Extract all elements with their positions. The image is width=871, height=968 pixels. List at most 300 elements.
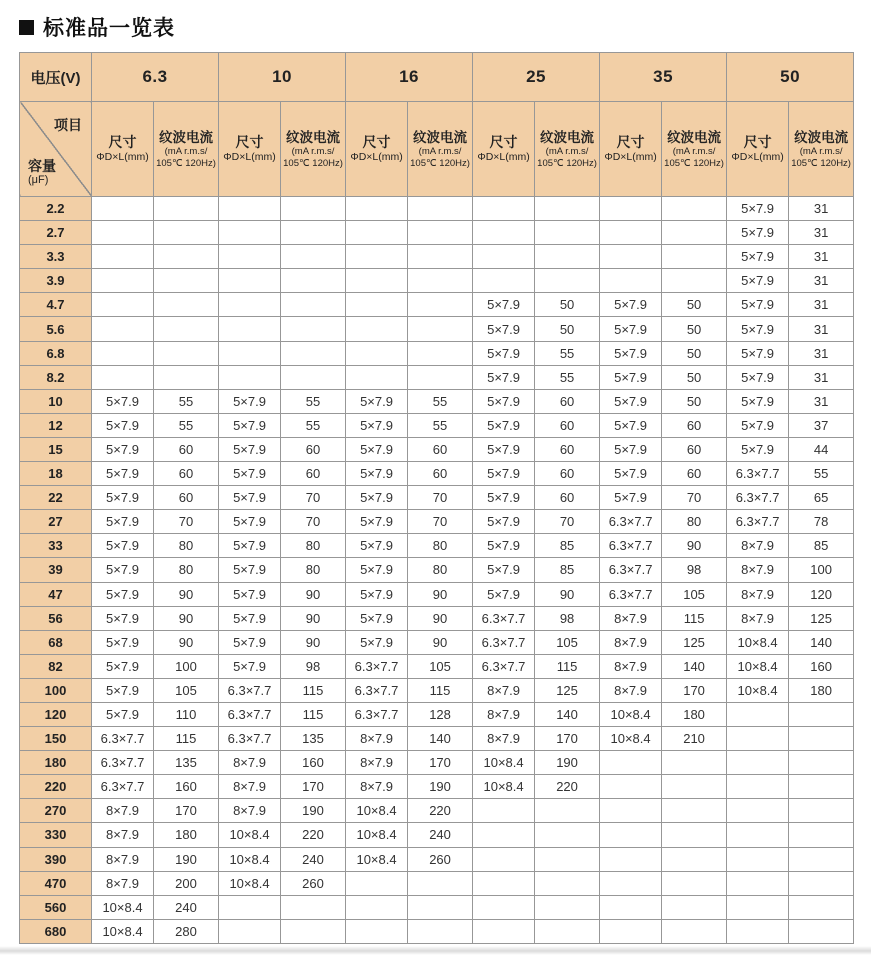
value-cell	[408, 197, 473, 221]
table-row	[20, 630, 854, 654]
value-cell: 5×7.9	[92, 437, 154, 461]
value-cell	[600, 751, 662, 775]
value-cell: 60	[408, 462, 473, 486]
value-cell: 140	[789, 630, 854, 654]
value-cell: 5×7.9	[92, 606, 154, 630]
value-cell	[92, 197, 154, 221]
value-cell: 31	[789, 245, 854, 269]
capacity-cell: 330	[20, 823, 92, 847]
value-cell: 60	[154, 486, 219, 510]
value-cell: 5×7.9	[473, 341, 535, 365]
value-cell	[662, 871, 727, 895]
capacity-cell: 390	[20, 847, 92, 871]
value-cell: 190	[535, 751, 600, 775]
value-cell	[346, 245, 408, 269]
value-cell: 55	[535, 365, 600, 389]
value-cell: 70	[662, 486, 727, 510]
value-cell: 6.3×7.7	[600, 510, 662, 534]
value-cell: 8×7.9	[600, 678, 662, 702]
value-cell: 31	[789, 365, 854, 389]
value-cell: 90	[154, 606, 219, 630]
value-cell: 5×7.9	[727, 389, 789, 413]
value-cell: 60	[535, 462, 600, 486]
value-cell: 5×7.9	[219, 582, 281, 606]
value-cell: 5×7.9	[473, 510, 535, 534]
value-cell	[535, 823, 600, 847]
capacity-cell: 12	[20, 413, 92, 437]
value-cell	[408, 341, 473, 365]
value-cell: 5×7.9	[92, 654, 154, 678]
value-cell: 5×7.9	[600, 462, 662, 486]
value-cell	[346, 293, 408, 317]
table-row	[20, 197, 854, 221]
value-cell: 6.3×7.7	[727, 510, 789, 534]
value-cell	[408, 871, 473, 895]
value-cell: 105	[408, 654, 473, 678]
value-cell	[789, 799, 854, 823]
value-cell: 6.3×7.7	[219, 678, 281, 702]
table-row	[20, 654, 854, 678]
value-cell: 125	[789, 606, 854, 630]
value-cell: 5×7.9	[346, 534, 408, 558]
value-cell: 170	[154, 799, 219, 823]
value-cell: 190	[281, 799, 346, 823]
corner-item-label: 项目	[54, 117, 82, 133]
value-cell: 115	[281, 678, 346, 702]
value-cell: 8×7.9	[600, 654, 662, 678]
capacity-cell: 180	[20, 751, 92, 775]
value-cell	[219, 245, 281, 269]
voltage-label-cell: 电压(V)	[20, 53, 92, 102]
table-row	[20, 751, 854, 775]
voltage-header-16: 16	[346, 53, 473, 102]
table-row	[20, 269, 854, 293]
value-cell	[281, 269, 346, 293]
value-cell: 8×7.9	[600, 630, 662, 654]
value-cell: 5×7.9	[727, 341, 789, 365]
value-cell: 5×7.9	[727, 413, 789, 437]
value-cell	[219, 895, 281, 919]
value-cell: 135	[281, 727, 346, 751]
value-cell: 5×7.9	[92, 702, 154, 726]
value-cell	[600, 895, 662, 919]
value-cell	[727, 823, 789, 847]
value-cell: 55	[789, 462, 854, 486]
value-cell: 5×7.9	[219, 437, 281, 461]
value-cell: 60	[154, 437, 219, 461]
value-cell: 70	[281, 486, 346, 510]
value-cell: 10×8.4	[600, 702, 662, 726]
value-cell: 5×7.9	[346, 582, 408, 606]
capacity-cell: 68	[20, 630, 92, 654]
value-cell: 10×8.4	[600, 727, 662, 751]
voltage-header-row	[20, 53, 854, 102]
value-cell: 6.3×7.7	[346, 678, 408, 702]
value-cell: 50	[662, 317, 727, 341]
value-cell: 60	[535, 389, 600, 413]
value-cell	[219, 919, 281, 943]
capacity-cell: 680	[20, 919, 92, 943]
value-cell	[281, 919, 346, 943]
value-cell: 180	[154, 823, 219, 847]
value-cell	[600, 197, 662, 221]
value-cell: 90	[154, 630, 219, 654]
value-cell	[346, 221, 408, 245]
standard-products-table	[19, 52, 854, 944]
value-cell: 60	[154, 462, 219, 486]
value-cell	[92, 365, 154, 389]
value-cell: 6.3×7.7	[600, 534, 662, 558]
value-cell: 8×7.9	[727, 558, 789, 582]
capacity-cell: 560	[20, 895, 92, 919]
value-cell: 160	[281, 751, 346, 775]
value-cell: 210	[662, 727, 727, 751]
value-cell: 6.3×7.7	[219, 702, 281, 726]
table-row	[20, 534, 854, 558]
value-cell: 5×7.9	[346, 462, 408, 486]
value-cell	[346, 317, 408, 341]
value-cell	[346, 269, 408, 293]
size-header-cell: 尺寸 ΦD×L(mm)	[727, 102, 789, 197]
value-cell	[281, 245, 346, 269]
table-row	[20, 799, 854, 823]
value-cell: 6.3×7.7	[600, 558, 662, 582]
value-cell: 90	[662, 534, 727, 558]
value-cell: 80	[408, 558, 473, 582]
value-cell	[281, 365, 346, 389]
value-cell: 5×7.9	[727, 365, 789, 389]
value-cell: 10×8.4	[473, 775, 535, 799]
value-cell: 55	[408, 389, 473, 413]
value-cell: 8×7.9	[219, 775, 281, 799]
value-cell: 90	[535, 582, 600, 606]
value-cell: 5×7.9	[727, 245, 789, 269]
ripple-header-cell: 纹波电流 (mA r.m.s/ 105℃ 120Hz)	[535, 102, 600, 197]
table-body	[20, 197, 854, 944]
value-cell: 8×7.9	[92, 847, 154, 871]
value-cell	[346, 197, 408, 221]
value-cell: 60	[662, 437, 727, 461]
value-cell: 190	[408, 775, 473, 799]
corner-cell	[20, 102, 92, 197]
value-cell: 240	[408, 823, 473, 847]
value-cell: 10×8.4	[346, 847, 408, 871]
value-cell	[92, 293, 154, 317]
capacity-cell: 47	[20, 582, 92, 606]
value-cell: 5×7.9	[600, 293, 662, 317]
value-cell: 8×7.9	[346, 727, 408, 751]
table-row	[20, 462, 854, 486]
value-cell: 170	[408, 751, 473, 775]
value-cell: 160	[154, 775, 219, 799]
table-header	[20, 53, 854, 197]
value-cell: 10×8.4	[219, 823, 281, 847]
capacity-cell: 120	[20, 702, 92, 726]
value-cell: 5×7.9	[600, 389, 662, 413]
value-cell: 85	[535, 558, 600, 582]
value-cell: 80	[281, 534, 346, 558]
size-header-cell: 尺寸 ΦD×L(mm)	[600, 102, 662, 197]
value-cell	[727, 847, 789, 871]
capacity-cell: 150	[20, 727, 92, 751]
voltage-header-10: 10	[219, 53, 346, 102]
value-cell: 5×7.9	[219, 462, 281, 486]
value-cell	[473, 823, 535, 847]
value-cell: 140	[535, 702, 600, 726]
capacity-cell: 56	[20, 606, 92, 630]
value-cell	[408, 269, 473, 293]
capacity-cell: 5.6	[20, 317, 92, 341]
value-cell: 6.3×7.7	[92, 727, 154, 751]
value-cell	[727, 799, 789, 823]
capacity-cell: 15	[20, 437, 92, 461]
capacity-cell: 3.9	[20, 269, 92, 293]
value-cell: 5×7.9	[346, 486, 408, 510]
value-cell	[789, 727, 854, 751]
value-cell	[600, 245, 662, 269]
value-cell: 200	[154, 871, 219, 895]
value-cell: 115	[662, 606, 727, 630]
table-row	[20, 293, 854, 317]
table-row	[20, 582, 854, 606]
value-cell: 180	[662, 702, 727, 726]
value-cell: 8×7.9	[473, 702, 535, 726]
value-cell: 90	[281, 606, 346, 630]
value-cell: 5×7.9	[727, 221, 789, 245]
value-cell	[662, 245, 727, 269]
value-cell	[789, 871, 854, 895]
value-cell: 5×7.9	[92, 582, 154, 606]
value-cell: 90	[408, 606, 473, 630]
size-header-cell: 尺寸 ΦD×L(mm)	[346, 102, 408, 197]
value-cell: 5×7.9	[92, 413, 154, 437]
value-cell: 60	[281, 437, 346, 461]
capacity-cell: 82	[20, 654, 92, 678]
value-cell: 5×7.9	[219, 534, 281, 558]
value-cell	[219, 293, 281, 317]
value-cell: 70	[408, 510, 473, 534]
capacity-cell: 2.7	[20, 221, 92, 245]
value-cell	[346, 365, 408, 389]
value-cell	[535, 197, 600, 221]
value-cell: 260	[281, 871, 346, 895]
value-cell	[408, 895, 473, 919]
value-cell: 100	[789, 558, 854, 582]
value-cell	[408, 919, 473, 943]
value-cell: 5×7.9	[473, 582, 535, 606]
value-cell: 80	[281, 558, 346, 582]
value-cell: 140	[662, 654, 727, 678]
value-cell: 50	[662, 341, 727, 365]
value-cell: 10×8.4	[219, 871, 281, 895]
capacity-cell: 470	[20, 871, 92, 895]
capacity-cell: 27	[20, 510, 92, 534]
value-cell: 10×8.4	[346, 823, 408, 847]
table-row	[20, 221, 854, 245]
value-cell	[346, 871, 408, 895]
ripple-header-cell: 纹波电流 (mA r.m.s/ 105℃ 120Hz)	[789, 102, 854, 197]
value-cell	[346, 895, 408, 919]
value-cell	[408, 317, 473, 341]
value-cell	[92, 245, 154, 269]
item-header-row	[20, 102, 854, 197]
value-cell	[154, 245, 219, 269]
value-cell	[662, 895, 727, 919]
value-cell: 55	[281, 389, 346, 413]
value-cell: 8×7.9	[346, 751, 408, 775]
value-cell: 90	[408, 630, 473, 654]
table-row	[20, 678, 854, 702]
value-cell: 31	[789, 197, 854, 221]
value-cell: 5×7.9	[473, 389, 535, 413]
table-row	[20, 510, 854, 534]
value-cell: 190	[154, 847, 219, 871]
value-cell	[662, 847, 727, 871]
value-cell: 5×7.9	[473, 293, 535, 317]
value-cell: 8×7.9	[727, 582, 789, 606]
capacity-cell: 4.7	[20, 293, 92, 317]
value-cell	[154, 221, 219, 245]
value-cell	[727, 919, 789, 943]
value-cell: 6.3×7.7	[346, 654, 408, 678]
value-cell: 8×7.9	[92, 799, 154, 823]
value-cell: 5×7.9	[473, 413, 535, 437]
value-cell: 170	[662, 678, 727, 702]
ripple-header-cell: 纹波电流 (mA r.m.s/ 105℃ 120Hz)	[154, 102, 219, 197]
value-cell: 5×7.9	[346, 437, 408, 461]
table-row	[20, 389, 854, 413]
value-cell: 98	[535, 606, 600, 630]
value-cell: 5×7.9	[92, 630, 154, 654]
value-cell	[473, 799, 535, 823]
value-cell	[154, 197, 219, 221]
value-cell: 55	[281, 413, 346, 437]
value-cell	[727, 871, 789, 895]
value-cell: 50	[662, 293, 727, 317]
value-cell: 70	[154, 510, 219, 534]
value-cell: 6.3×7.7	[473, 654, 535, 678]
capacity-cell: 8.2	[20, 365, 92, 389]
value-cell	[662, 197, 727, 221]
value-cell: 5×7.9	[92, 678, 154, 702]
value-cell: 115	[154, 727, 219, 751]
value-cell: 50	[662, 365, 727, 389]
value-cell: 10×8.4	[727, 678, 789, 702]
value-cell	[727, 775, 789, 799]
value-cell: 5×7.9	[346, 606, 408, 630]
table-row	[20, 727, 854, 751]
value-cell: 220	[535, 775, 600, 799]
size-header-cell: 尺寸 ΦD×L(mm)	[219, 102, 281, 197]
table-row	[20, 317, 854, 341]
value-cell: 8×7.9	[727, 606, 789, 630]
value-cell	[662, 751, 727, 775]
value-cell: 37	[789, 413, 854, 437]
value-cell: 5×7.9	[346, 630, 408, 654]
capacity-cell: 270	[20, 799, 92, 823]
value-cell: 60	[535, 486, 600, 510]
value-cell	[408, 293, 473, 317]
capacity-cell: 6.8	[20, 341, 92, 365]
value-cell	[219, 317, 281, 341]
capacity-cell: 18	[20, 462, 92, 486]
capacity-cell: 33	[20, 534, 92, 558]
value-cell: 5×7.9	[92, 462, 154, 486]
value-cell: 105	[662, 582, 727, 606]
value-cell	[281, 341, 346, 365]
value-cell: 5×7.9	[600, 317, 662, 341]
value-cell: 55	[154, 413, 219, 437]
value-cell: 5×7.9	[219, 558, 281, 582]
value-cell	[727, 727, 789, 751]
value-cell	[154, 269, 219, 293]
value-cell	[92, 269, 154, 293]
value-cell	[662, 269, 727, 293]
value-cell: 8×7.9	[346, 775, 408, 799]
value-cell	[535, 871, 600, 895]
value-cell	[408, 365, 473, 389]
value-cell: 44	[789, 437, 854, 461]
voltage-header-35: 35	[600, 53, 727, 102]
value-cell	[789, 775, 854, 799]
value-cell	[154, 317, 219, 341]
value-cell: 6.3×7.7	[727, 486, 789, 510]
value-cell: 31	[789, 221, 854, 245]
value-cell	[154, 365, 219, 389]
title-bullet-icon	[19, 20, 34, 35]
value-cell	[535, 245, 600, 269]
value-cell: 6.3×7.7	[219, 727, 281, 751]
voltage-header-25: 25	[473, 53, 600, 102]
value-cell	[727, 895, 789, 919]
table-row	[20, 437, 854, 461]
table-row	[20, 847, 854, 871]
value-cell: 5×7.9	[473, 437, 535, 461]
value-cell	[600, 269, 662, 293]
value-cell: 5×7.9	[600, 413, 662, 437]
value-cell: 5×7.9	[219, 389, 281, 413]
value-cell: 98	[281, 654, 346, 678]
table-row	[20, 823, 854, 847]
size-header-cell: 尺寸 ΦD×L(mm)	[92, 102, 154, 197]
value-cell	[789, 751, 854, 775]
value-cell: 128	[408, 702, 473, 726]
value-cell: 10×8.4	[92, 919, 154, 943]
value-cell: 8×7.9	[727, 534, 789, 558]
value-cell: 6.3×7.7	[473, 630, 535, 654]
value-cell	[789, 847, 854, 871]
value-cell	[600, 221, 662, 245]
value-cell	[662, 775, 727, 799]
value-cell	[281, 293, 346, 317]
value-cell: 5×7.9	[92, 486, 154, 510]
value-cell: 160	[789, 654, 854, 678]
value-cell	[92, 341, 154, 365]
value-cell: 31	[789, 341, 854, 365]
value-cell	[154, 341, 219, 365]
value-cell: 31	[789, 389, 854, 413]
value-cell: 5×7.9	[219, 510, 281, 534]
value-cell: 5×7.9	[346, 558, 408, 582]
value-cell: 10×8.4	[92, 895, 154, 919]
value-cell: 55	[154, 389, 219, 413]
value-cell: 80	[408, 534, 473, 558]
value-cell: 5×7.9	[727, 293, 789, 317]
voltage-header-50: 50	[727, 53, 854, 102]
value-cell: 70	[535, 510, 600, 534]
value-cell: 5×7.9	[346, 510, 408, 534]
value-cell	[600, 775, 662, 799]
